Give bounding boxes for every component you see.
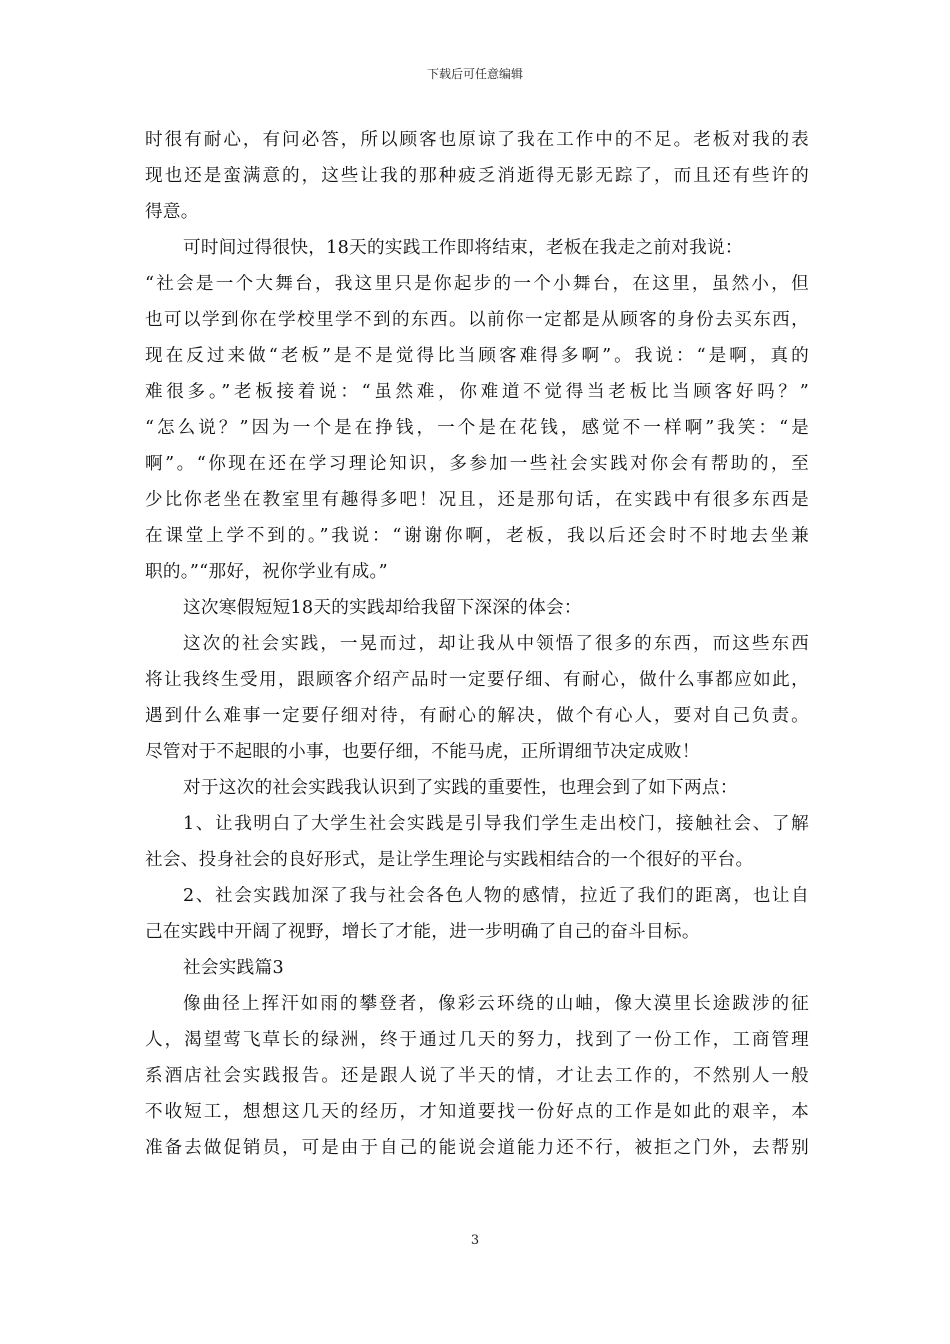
text-line: 准备去做促销员，可是由于自己的能说会道能力还不行，被拒之门外，去帮别 bbox=[145, 1138, 809, 1158]
text-line: 可时间过得很快，18天的实践工作即将结束，老板在我走之前对我说： bbox=[183, 238, 743, 258]
text-line: 2、社会实践加深了我与社会各色人物的感情，拉近了我们的距离，也让自 bbox=[183, 886, 809, 906]
text-line: 己在实践中开阔了视野，增长了才能，进一步明确了自己的奋斗目标。 bbox=[145, 922, 700, 942]
text-line: 现在反过来做“老板”是不是觉得比当顾客难得多啊”。我说：“是啊，真的 bbox=[145, 346, 809, 366]
text-line: “怎么说？”因为一个是在挣钱，一个是在花钱，感觉不一样啊”我笑：“是 bbox=[145, 418, 809, 438]
text-line: 现也还是蛮满意的，这些让我的那种疲乏消逝得无影无踪了，而且还有些许的 bbox=[145, 166, 809, 186]
text-line: 像曲径上挥汗如雨的攀登者，像彩云环绕的山岫，像大漠里长途跋涉的征 bbox=[183, 994, 809, 1014]
text-line: 1、让我明白了大学生社会实践是引导我们学生走出校门，接触社会、了解 bbox=[183, 814, 809, 834]
page-number: 3 bbox=[470, 1233, 480, 1248]
text-line: “社会是一个大舞台，我这里只是你起步的一个小舞台，在这里，虽然小，但 bbox=[145, 274, 809, 294]
text-line: 遇到什么难事一定要仔细对待，有耐心的解决，做个有心人，要对自己负责。 bbox=[145, 706, 809, 726]
text-line: 不收短工，想想这几天的经历，才知道要找一份好点的工作是如此的艰辛，本 bbox=[145, 1102, 809, 1122]
text-line: 啊”。“你现在还在学习理论知识，多参加一些社会实践对你会有帮助的，至 bbox=[145, 454, 809, 474]
text-line: 这次寒假短短18天的实践却给我留下深深的体会： bbox=[183, 598, 582, 618]
text-line: 系酒店社会实践报告。还是跟人说了半天的情，才让去工作的，不然别人一般 bbox=[145, 1066, 809, 1086]
text-line: 将让我终生受用，跟顾客介绍产品时一定要仔细、有耐心，做什么事都应如此， bbox=[145, 670, 809, 690]
text-line: 职的。”“那好，祝你学业有成。” bbox=[145, 562, 388, 582]
text-line: 这次的社会实践，一晃而过，却让我从中领悟了很多的东西，而这些东西 bbox=[183, 634, 809, 654]
text-line: 社会实践篇3 bbox=[183, 958, 284, 978]
page-header: 下载后可任意编辑 bbox=[426, 67, 523, 81]
text-line: 也可以学到你在学校里学不到的东西。以前你一定都是从顾客的身份去买东西， bbox=[145, 310, 809, 330]
document-body bbox=[145, 122, 809, 1166]
text-line: 尽管对于不起眼的小事，也要仔细，不能马虎，正所谓细节决定成败！ bbox=[145, 742, 700, 762]
text-line: 人，渴望莺飞草长的绿洲，终于通过几天的努力，找到了一份工作，工商管理 bbox=[145, 1030, 809, 1050]
text-line: 社会、投身社会的良好形式，是让学生理论与实践相结合的一个很好的平台。 bbox=[145, 850, 754, 870]
text-line: 时很有耐心，有问必答，所以顾客也原谅了我在工作中的不足。老板对我的表 bbox=[145, 130, 809, 150]
text-line: 少比你老坐在教室里有趣得多吧！况且，还是那句话，在实践中有很多东西是 bbox=[145, 490, 809, 510]
text-line: 对于这次的社会实践我认识到了实践的重要性，也理会到了如下两点： bbox=[183, 778, 738, 798]
text-line: 难很多。”老板接着说：“虽然难，你难道不觉得当老板比当顾客好吗？” bbox=[145, 382, 809, 402]
text-line: 得意。 bbox=[145, 202, 199, 222]
text-line: 在课堂上学不到的。”我说：“谢谢你啊，老板，我以后还会时不时地去坐兼 bbox=[145, 526, 809, 546]
